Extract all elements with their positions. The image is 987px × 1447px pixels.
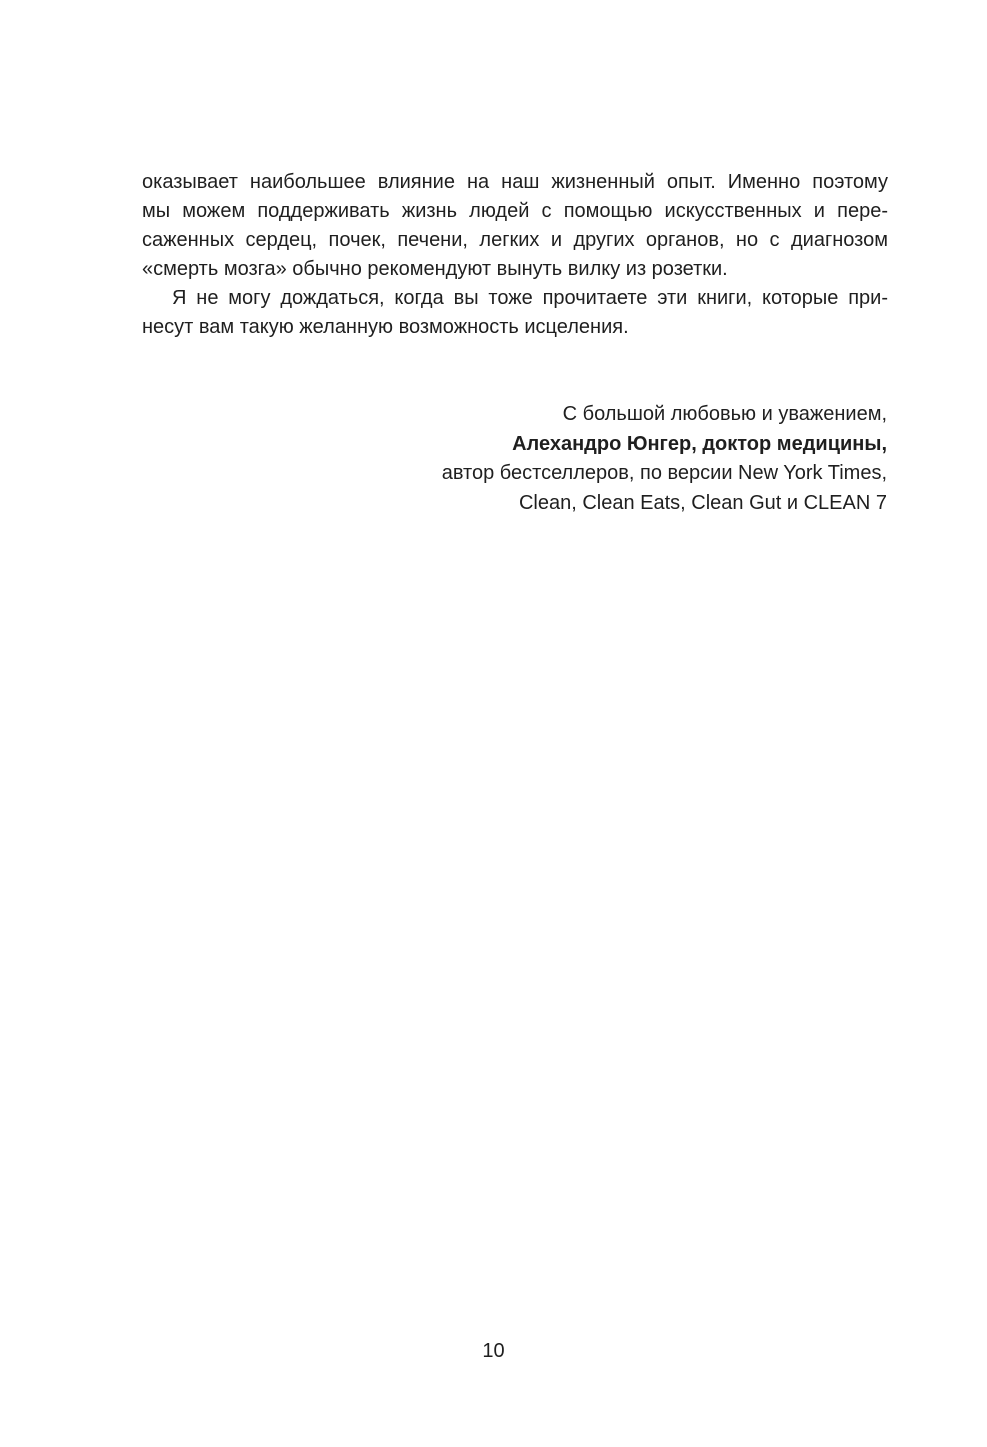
text-line: мы можем поддерживать жизнь людей с помощью искусственных и пере-	[142, 200, 888, 222]
text-line: саженных сердец, почек, печени, легких и других органов, но с диагнозом	[142, 229, 888, 251]
paragraph-1	[142, 168, 888, 284]
body-text	[142, 168, 888, 342]
signature-block	[287, 400, 887, 518]
signature-role: автор бестселлеров, по версии New York Times,	[441, 462, 887, 484]
text-line: Я не могу дождаться, когда вы тоже прочитаете эти книги, которые при-	[172, 287, 888, 309]
signature-greeting: С большой любовью и уважением,	[562, 403, 887, 425]
text-line: несут вам такую желанную возможность исцеления.	[142, 316, 629, 338]
page-number: 10	[482, 1340, 505, 1362]
text-line: оказывает наибольшее влияние на наш жизненный опыт. Именно поэтому	[142, 171, 888, 193]
text-line: «смерть мозга» обычно рекомендуют вынуть вилку из розетки.	[142, 258, 728, 280]
signature-books: Clean, Clean Eats, Clean Gut и CLEAN 7	[518, 491, 887, 514]
paragraph-2	[142, 284, 888, 342]
signature-name: Алехандро Юнгер, доктор медицины,	[512, 432, 887, 455]
